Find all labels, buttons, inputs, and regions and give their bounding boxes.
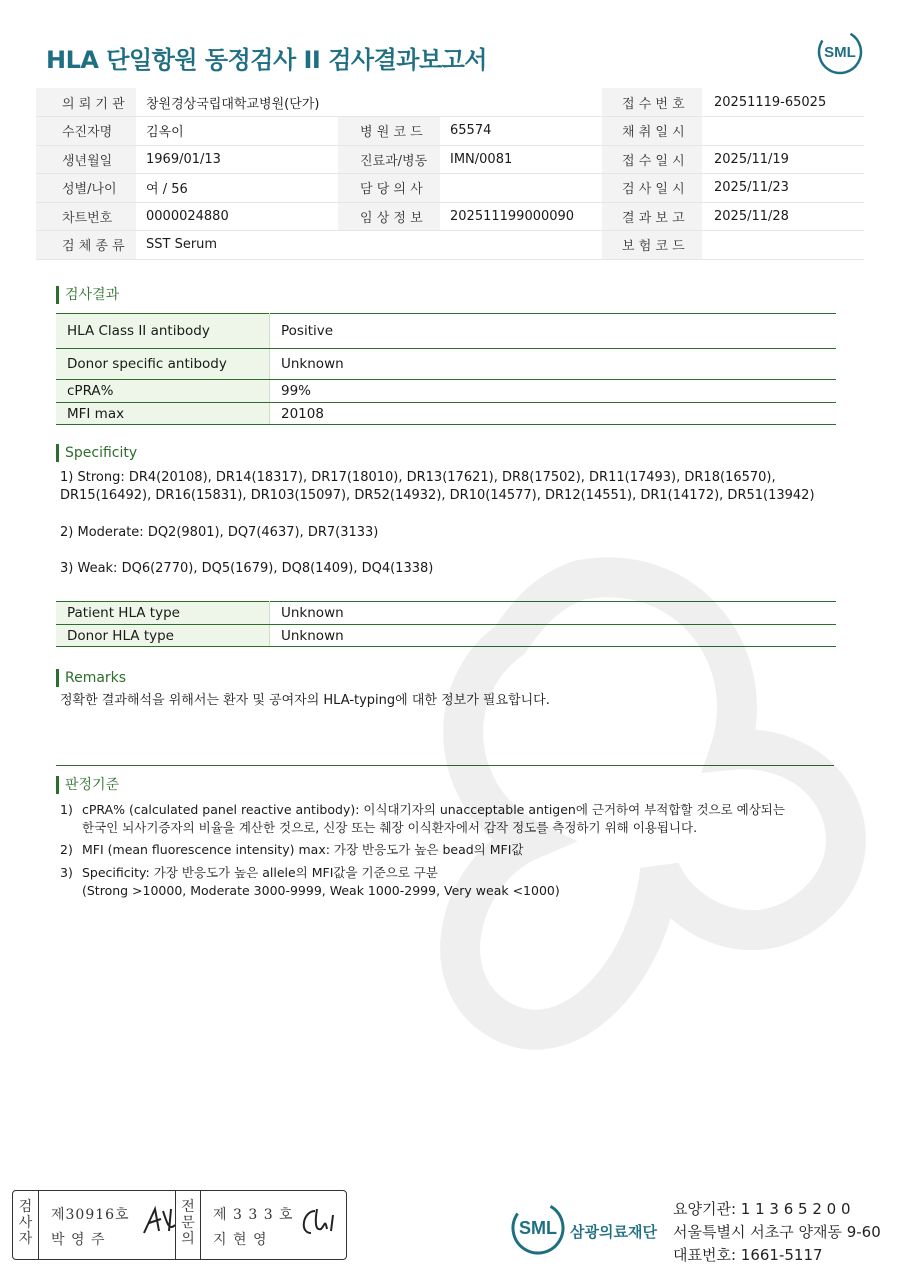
- footer-code: 요양기관: 1 1 3 6 5 2 0 0: [673, 1200, 851, 1218]
- info-value: 김옥이: [136, 117, 338, 146]
- result-key: MFI max: [56, 403, 270, 425]
- info-value: 2025/11/19: [702, 145, 864, 174]
- info-label: 병 원 코 드: [338, 117, 440, 146]
- info-label: 진료과/병동: [338, 145, 440, 174]
- criteria-line: MFI (mean fluorescence intensity) max: 가장 반응도가 높은 bead의 MFI값: [82, 842, 524, 857]
- criteria-line: Specificity: 가장 반응도가 높은 allele의 MFI값을 기준으로 구분: [82, 865, 438, 880]
- table-row: [56, 403, 836, 425]
- footer-org-name: 삼광의료재단: [570, 1223, 657, 1241]
- info-value: 창원경상국립대학교병원(단가): [136, 88, 338, 117]
- footer-address: 서울특별시 서초구 양재동 9-60: [673, 1223, 881, 1241]
- info-label: 접 수 일 시: [602, 145, 702, 174]
- footer-logo-text: SML: [519, 1218, 557, 1238]
- info-value: [702, 231, 864, 260]
- sml-logo-icon: [816, 28, 864, 76]
- remarks-text: 정확한 결과해석을 위해서는 환자 및 공여자의 HLA-typing에 대한 정보가 필요합니다.: [60, 693, 550, 708]
- result-key: cPRA%: [56, 380, 270, 403]
- info-label: 채 취 일 시: [602, 117, 702, 146]
- info-row: [36, 174, 864, 203]
- info-label: 검 사 일 시: [602, 174, 702, 203]
- specificity-strong: 1) Strong: DR4(20108), DR14(18317), DR17(18010), DR13(17621), DR8(17502), DR11(17493), DR18(16570), DR15(16492), DR16(15831), DR103(15097), DR52(14932), DR10(14577), DR12(14551), DR1(14172), DR51(13942): [60, 470, 815, 503]
- info-label: [338, 88, 440, 117]
- inspector-name: 박 영 주: [51, 1232, 106, 1248]
- info-value: 2025/11/28: [702, 202, 864, 231]
- footer-phone: 대표번호: 1661-5117: [673, 1246, 823, 1264]
- criteria-number: 3): [60, 865, 73, 880]
- results-section-title: 검사결과: [56, 286, 119, 304]
- info-label: 검 체 종 류: [36, 231, 136, 260]
- table-row: [56, 349, 836, 380]
- specialist-label: 전 문 의: [175, 1191, 201, 1259]
- sml-footer-logo-icon: [510, 1200, 566, 1256]
- info-value: 202511199000090: [440, 202, 602, 231]
- criteria-line: 한국인 뇌사기증자의 비율을 계산한 것으로, 신장 또는 췌장 이식환자에서 감작 정도를 측정하기 위해 이용됩니다.: [82, 820, 698, 835]
- criteria-number: 1): [60, 802, 73, 817]
- criteria-section-title: 판정기준: [56, 776, 119, 794]
- watermark-icon: [430, 540, 890, 1100]
- remarks-section-title: Remarks: [56, 669, 126, 687]
- info-label: 성별/나이: [36, 174, 136, 203]
- info-row: [36, 202, 864, 231]
- info-label: 의 뢰 기 관: [36, 88, 136, 117]
- info-value: 65574: [440, 117, 602, 146]
- info-value: [702, 117, 864, 146]
- info-value: 여 / 56: [136, 174, 338, 203]
- result-value: 99%: [270, 380, 837, 403]
- result-value: Unknown: [270, 349, 837, 380]
- info-row: [36, 145, 864, 174]
- result-value: Positive: [270, 314, 837, 349]
- table-row: [56, 380, 836, 403]
- criteria-number: 2): [60, 842, 73, 857]
- specificity-moderate: 2) Moderate: DQ2(9801), DQ7(4637), DR7(3133): [60, 525, 379, 540]
- info-value: IMN/0081: [440, 145, 602, 174]
- hla-value: Unknown: [270, 602, 837, 625]
- inspector-label: 검 사 자: [13, 1191, 39, 1259]
- specificity-weak: 3) Weak: DQ6(2770), DQ5(1679), DQ8(1409), DQ4(1338): [60, 561, 434, 576]
- criteria-line: (Strong >10000, Moderate 3000-9999, Weak 1000-2999, Very weak <1000): [82, 883, 560, 898]
- hla-key: Patient HLA type: [56, 602, 270, 625]
- info-label: 차트번호: [36, 202, 136, 231]
- info-value: [440, 231, 602, 260]
- info-label: [338, 231, 440, 260]
- specificity-section-title: Specificity: [56, 444, 137, 462]
- info-value: 20251119-65025: [702, 88, 864, 117]
- info-label: 보 험 코 드: [602, 231, 702, 260]
- info-label: 생년월일: [36, 145, 136, 174]
- info-row: [36, 231, 864, 260]
- results-table: [56, 313, 836, 425]
- hla-key: Donor HLA type: [56, 625, 270, 647]
- inspector-number: 제30916호: [51, 1207, 130, 1223]
- info-value: 0000024880: [136, 202, 338, 231]
- info-label: 임 상 정 보: [338, 202, 440, 231]
- result-key: Donor specific antibody: [56, 349, 270, 380]
- info-label: 결 과 보 고: [602, 202, 702, 231]
- info-row: [36, 88, 864, 117]
- result-value: 20108: [270, 403, 837, 425]
- info-label: 접 수 번 호: [602, 88, 702, 117]
- specialist-number: 제 3 3 3 호: [213, 1207, 294, 1223]
- info-row: [36, 117, 864, 146]
- specialist-signature-icon: [297, 1205, 339, 1239]
- info-label: 수진자명: [36, 117, 136, 146]
- info-value: [440, 88, 602, 117]
- specialist-name: 지 현 영: [213, 1232, 268, 1248]
- signature-stamp: [12, 1190, 347, 1260]
- table-row: [56, 314, 836, 349]
- logo-text: SML: [824, 44, 856, 61]
- info-value: SST Serum: [136, 231, 338, 260]
- result-key: HLA Class II antibody: [56, 314, 270, 349]
- criteria-line: cPRA% (calculated panel reactive antibody): 이식대기자의 unacceptable antigen에 근거하여 부적합할 것으로 예상되는: [82, 802, 785, 817]
- patient-info-table: [36, 88, 864, 260]
- page-title: HLA 단일항원 동정검사 II 검사결과보고서: [46, 46, 487, 74]
- info-label: 담 당 의 사: [338, 174, 440, 203]
- hla-value: Unknown: [270, 625, 837, 647]
- info-value: 1969/01/13: [136, 145, 338, 174]
- info-value: 2025/11/23: [702, 174, 864, 203]
- info-value: [440, 174, 602, 203]
